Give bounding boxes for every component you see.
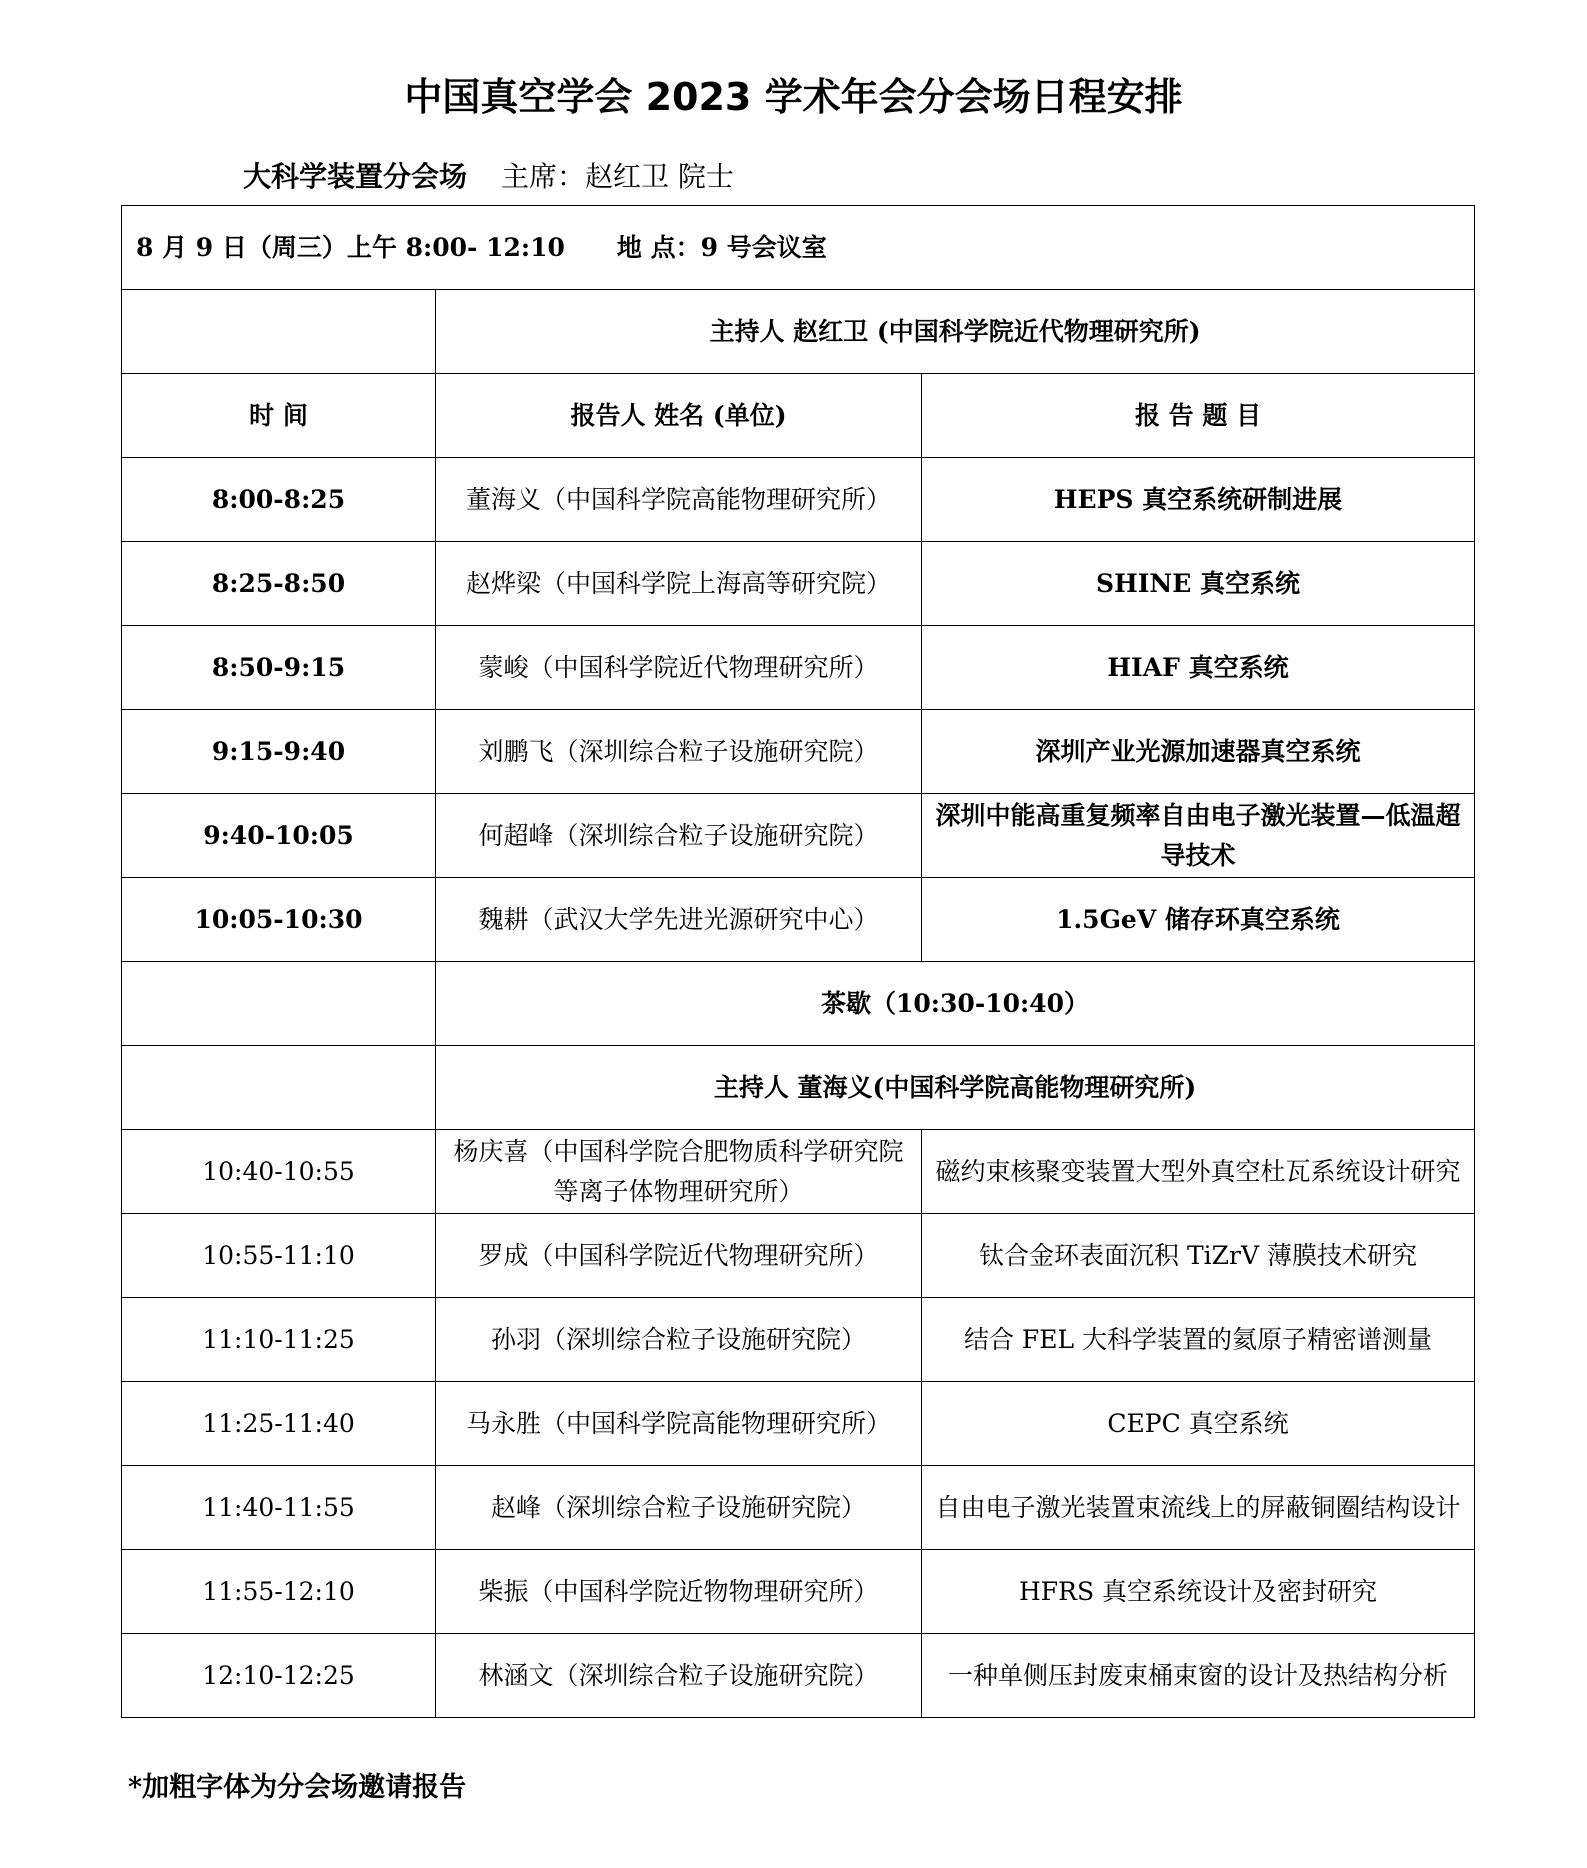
topic-cell: 1.5GeV 储存环真空系统: [922, 878, 1475, 962]
session-header: [243, 157, 734, 197]
topic-cell: 深圳产业光源加速器真空系统: [922, 710, 1475, 794]
topic-cell: SHINE 真空系统: [922, 542, 1475, 626]
speaker-cell: 柴振（中国科学院近物物理研究所）: [436, 1550, 922, 1634]
speaker-cell: 蒙峻（中国科学院近代物理研究所）: [436, 626, 922, 710]
speaker-cell: 魏耕（武汉大学先进光源研究中心）: [436, 878, 922, 962]
topic-cell: 钛合金环表面沉积 TiZrV 薄膜技术研究: [922, 1214, 1475, 1298]
table-row: [122, 1634, 1475, 1718]
time-cell: 10:05-10:30: [122, 878, 436, 962]
table-row: [122, 878, 1475, 962]
header-topic: 报 告 题 目: [922, 374, 1475, 458]
table-row: [122, 1130, 1475, 1214]
topic-cell: HFRS 真空系统设计及密封研究: [922, 1550, 1475, 1634]
table-row: [122, 794, 1475, 878]
speaker-cell: 林涵文（深圳综合粒子设施研究院）: [436, 1634, 922, 1718]
header-time: 时 间: [122, 374, 436, 458]
time-cell: 10:40-10:55: [122, 1130, 436, 1214]
table-row: [122, 1550, 1475, 1634]
session-info-cell: [122, 206, 1475, 290]
break-cell: 茶歇（10:30-10:40）: [436, 962, 1475, 1046]
topic-cell: 深圳中能高重复频率自由电子激光装置—低温超导技术: [922, 794, 1475, 878]
topic-cell: 自由电子激光装置束流线上的屏蔽铜圈结构设计: [922, 1466, 1475, 1550]
page-title: 中国真空学会 2023 学术年会分会场日程安排: [404, 75, 1183, 119]
host-cell: 主持人 赵红卫 (中国科学院近代物理研究所): [436, 290, 1475, 374]
time-cell: 10:55-11:10: [122, 1214, 436, 1298]
topic-cell: HEPS 真空系统研制进展: [922, 458, 1475, 542]
speaker-cell: 孙羽（深圳综合粒子设施研究院）: [436, 1298, 922, 1382]
speaker-cell: 赵峰（深圳综合粒子设施研究院）: [436, 1466, 922, 1550]
table-row: [122, 710, 1475, 794]
table-row: [122, 1466, 1475, 1550]
topic-cell: 一种单侧压封废束桶束窗的设计及热结构分析: [922, 1634, 1475, 1718]
table-row: [122, 1298, 1475, 1382]
time-cell: 8:25-8:50: [122, 542, 436, 626]
host-row: [122, 290, 1475, 374]
schedule-table: [121, 205, 1475, 1718]
speaker-cell: 董海义（中国科学院高能物理研究所）: [436, 458, 922, 542]
host-cell: 主持人 董海义(中国科学院高能物理研究所): [436, 1046, 1475, 1130]
topic-cell: 磁约束核聚变装置大型外真空杜瓦系统设计研究: [922, 1130, 1475, 1214]
table-row: [122, 1382, 1475, 1466]
session-location: 地 点：9 号会议室: [616, 232, 827, 262]
time-cell: 9:40-10:05: [122, 794, 436, 878]
session-name: 大科学装置分会场: [243, 160, 468, 193]
session-chair: 主席：赵红卫 院士: [501, 160, 734, 193]
speaker-cell: 杨庆喜（中国科学院合肥物质科学研究院等离子体物理研究所）: [436, 1130, 922, 1214]
time-cell: 12:10-12:25: [122, 1634, 436, 1718]
table-row: [122, 626, 1475, 710]
topic-cell: CEPC 真空系统: [922, 1382, 1475, 1466]
break-row: [122, 962, 1475, 1046]
table-row: [122, 1214, 1475, 1298]
time-cell: 11:10-11:25: [122, 1298, 436, 1382]
header-speaker: 报告人 姓名 (单位): [436, 374, 922, 458]
time-cell: 11:55-12:10: [122, 1550, 436, 1634]
speaker-cell: 赵烨梁（中国科学院上海高等研究院）: [436, 542, 922, 626]
footnote: *加粗字体为分会场邀请报告: [128, 1772, 467, 1803]
header-row: [122, 374, 1475, 458]
break-empty-cell: [122, 962, 436, 1046]
speaker-cell: 马永胜（中国科学院高能物理研究所）: [436, 1382, 922, 1466]
host-empty-cell: [122, 1046, 436, 1130]
time-cell: 8:50-9:15: [122, 626, 436, 710]
topic-cell: 结合 FEL 大科学装置的氦原子精密谱测量: [922, 1298, 1475, 1382]
speaker-cell: 刘鹏飞（深圳综合粒子设施研究院）: [436, 710, 922, 794]
topic-cell: HIAF 真空系统: [922, 626, 1475, 710]
host-empty-cell: [122, 290, 436, 374]
speaker-cell: 罗成（中国科学院近代物理研究所）: [436, 1214, 922, 1298]
time-cell: 8:00-8:25: [122, 458, 436, 542]
table-row: [122, 458, 1475, 542]
table-row: [122, 542, 1475, 626]
speaker-cell: 何超峰（深圳综合粒子设施研究院）: [436, 794, 922, 878]
info-row: [122, 206, 1475, 290]
time-cell: 11:25-11:40: [122, 1382, 436, 1466]
time-cell: 9:15-9:40: [122, 710, 436, 794]
session-date-time: 8 月 9 日（周三）上午 8:00- 12:10: [136, 232, 565, 262]
time-cell: 11:40-11:55: [122, 1466, 436, 1550]
host-row: [122, 1046, 1475, 1130]
